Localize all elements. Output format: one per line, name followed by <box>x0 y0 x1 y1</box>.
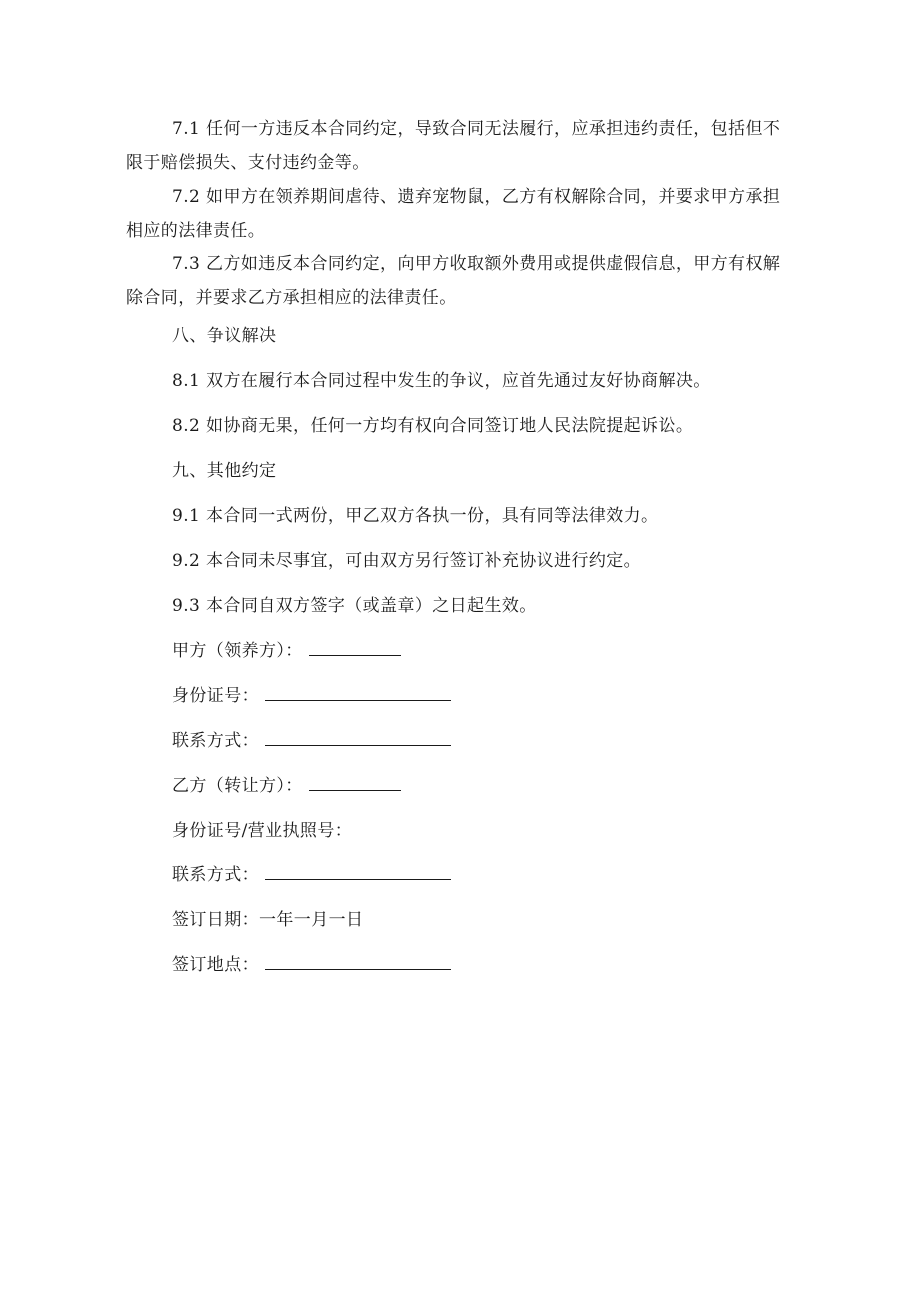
party-a-id-label: 身份证号： <box>172 686 259 706</box>
sign-place-blank <box>265 955 451 970</box>
party-a-contact-row <box>172 724 451 758</box>
clause-9-3: 9.3 本合同自双方签字（或盖章）之日起生效。 <box>172 596 537 616</box>
sign-place-label: 签订地点： <box>172 955 259 975</box>
clause-8-1: 8.1 双方在履行本合同过程中发生的争议，应首先通过友好协商解决。 <box>172 371 711 391</box>
section-9-title: 九、其他约定 <box>172 461 277 481</box>
party-a-id-row <box>172 679 451 713</box>
party-b-row <box>172 769 401 803</box>
party-b-blank <box>309 776 401 791</box>
clause-9-2: 9.2 本合同未尽事宜，可由双方另行签订补充协议进行约定。 <box>172 551 642 571</box>
party-b-contact-blank <box>265 865 451 880</box>
party-a-label: 甲方（领养方）： <box>172 641 303 661</box>
party-b-contact-label: 联系方式： <box>172 865 259 885</box>
party-a-contact-blank <box>265 731 451 746</box>
party-a-id-blank <box>265 686 451 701</box>
clause-7-3: 7.3 乙方如违反本合同约定，向甲方收取额外费用或提供虚假信息，甲方有权解除合同，并要求乙方承担相应的法律责任。 <box>126 254 781 308</box>
party-b-id-row <box>172 814 352 848</box>
clause-9-1: 9.1 本合同一式两份，甲乙双方各执一份，具有同等法律效力。 <box>172 506 659 526</box>
party-b-contact-row <box>172 858 451 892</box>
party-b-label: 乙方（转让方）： <box>172 776 303 796</box>
party-a-row <box>172 634 401 668</box>
clause-7-2: 7.2 如甲方在领养期间虐待、遗弃宠物鼠，乙方有权解除合同，并要求甲方承担相应的法律责任。 <box>126 187 781 241</box>
clause-7-1: 7.1 任何一方违反本合同约定，导致合同无法履行，应承担违约责任，包括但不限于赔偿损失、支付违约金等。 <box>126 119 781 173</box>
sign-place-row <box>172 948 451 982</box>
section-8-title: 八、争议解决 <box>172 326 277 346</box>
party-a-contact-label: 联系方式： <box>172 731 259 751</box>
clause-8-2: 8.2 如协商无果，任何一方均有权向合同签订地人民法院提起诉讼。 <box>172 416 694 436</box>
sign-date: 签订日期：一年一月一日 <box>172 910 364 930</box>
party-b-id-label: 身份证号/营业执照号： <box>172 821 353 841</box>
sign-date-row <box>172 903 363 937</box>
party-a-blank <box>309 641 401 656</box>
